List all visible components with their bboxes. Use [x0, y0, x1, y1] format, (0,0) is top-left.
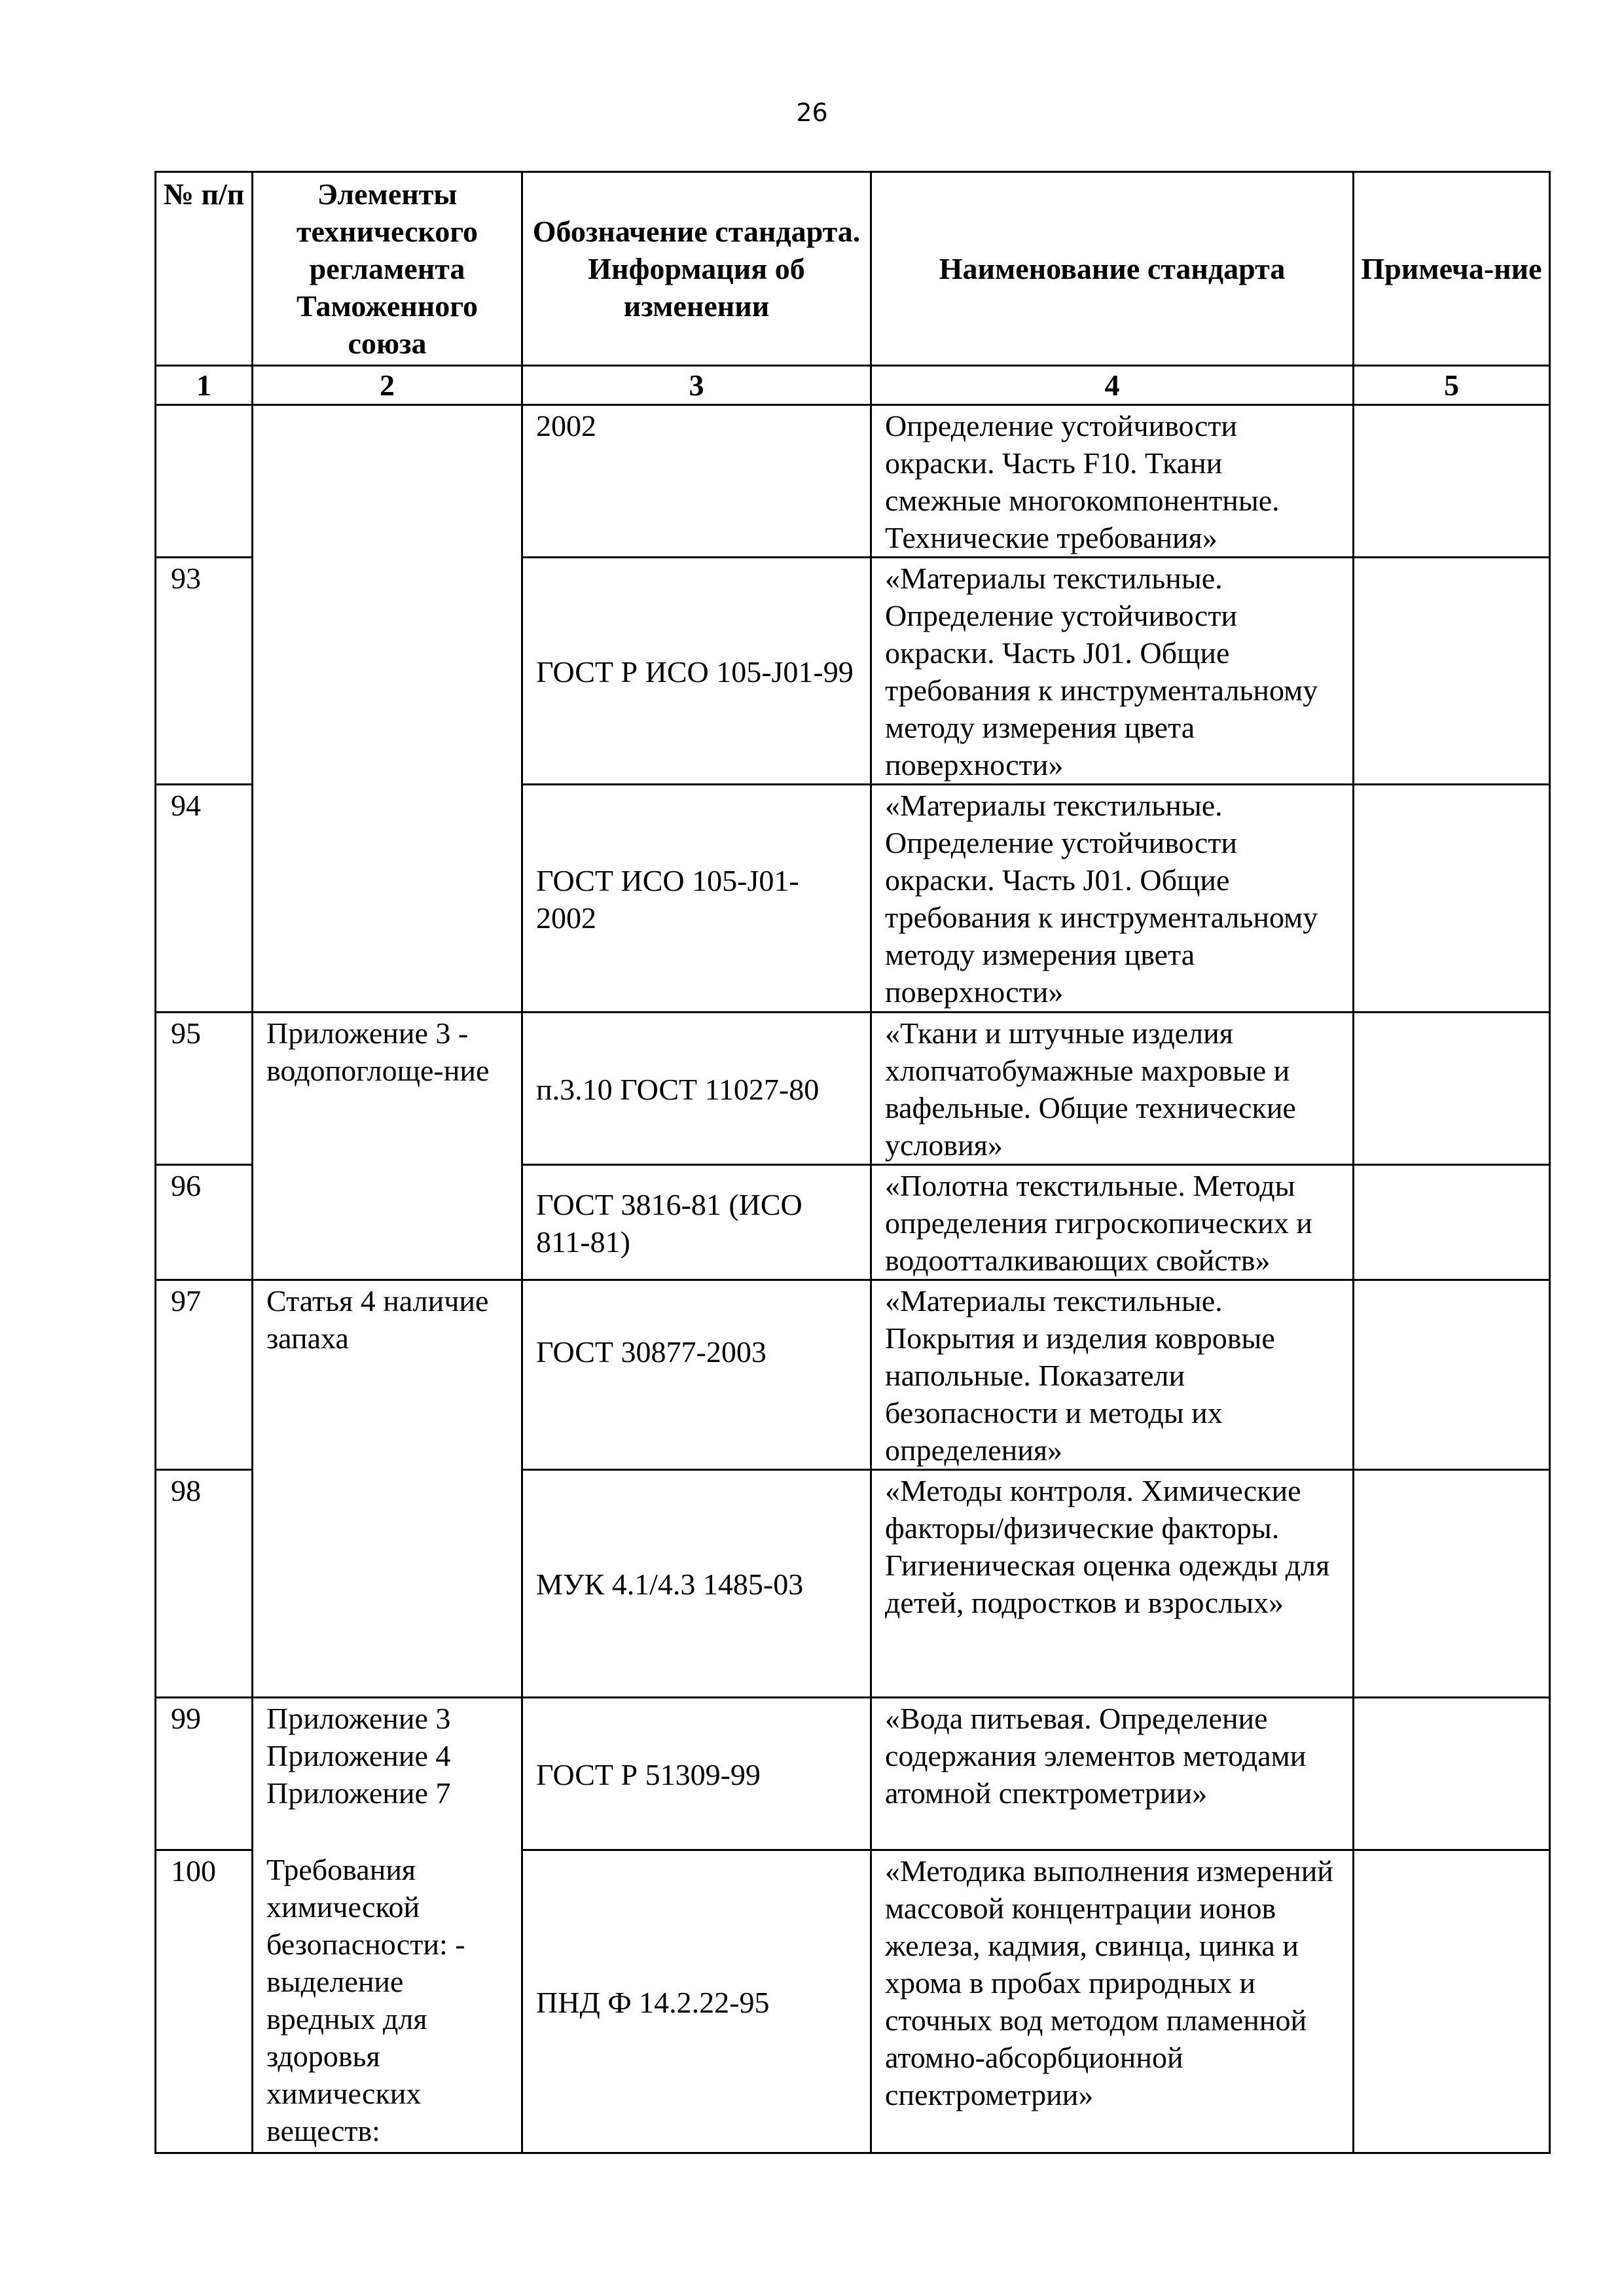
element-cell	[253, 405, 522, 1013]
row-number: 96	[156, 1165, 253, 1280]
column-number: 1	[156, 366, 253, 405]
note-cell	[1354, 1470, 1550, 1698]
standard-name-cell: «Ткани и штучные изделия хлопчатобумажные махровые и вафельные. Общие технические условия»	[871, 1013, 1354, 1165]
column-numbers-row	[156, 366, 1550, 405]
standard-name-cell: «Методы контроля. Химические факторы/физические факторы. Гигиеническая оценка одежды для детей, подростков и взрослых»	[871, 1470, 1354, 1698]
row-number: 100	[156, 1850, 253, 2153]
row-number: 94	[156, 785, 253, 1013]
row-number: 93	[156, 558, 253, 785]
standard-name-cell: «Материалы текстильные. Определение устойчивости окраски. Часть J01. Общие требования к инструментальному методу измерения цвета поверхности»	[871, 558, 1354, 785]
note-cell	[1354, 785, 1550, 1013]
row-number: 95	[156, 1013, 253, 1165]
column-number: 5	[1354, 366, 1550, 405]
note-cell	[1354, 1013, 1550, 1165]
element-text: Требования химической безопасности: - выделение вредных для здоровья химических веществ:	[266, 1853, 465, 2147]
row-number: 97	[156, 1280, 253, 1470]
designation-cell: ГОСТ 3816-81 (ИСО 811-81)	[522, 1165, 871, 1280]
table-row	[156, 1698, 1550, 1850]
table-row	[156, 1280, 1550, 1470]
note-cell	[1354, 558, 1550, 785]
note-cell	[1354, 1850, 1550, 2153]
designation-cell: ГОСТ Р ИСО 105-J01-99	[522, 558, 871, 785]
standard-name-cell: Определение устойчивости окраски. Часть F10. Ткани смежные многокомпонентные. Технические требования»	[871, 405, 1354, 558]
header-name: Наименование стандарта	[871, 172, 1354, 366]
standards-table	[154, 171, 1551, 2154]
note-cell	[1354, 1280, 1550, 1470]
designation-cell: п.3.10 ГОСТ 11027-80	[522, 1013, 871, 1165]
standard-name-cell: «Материалы текстильные. Определение устойчивости окраски. Часть J01. Общие требования к инструментальному методу измерения цвета поверхности»	[871, 785, 1354, 1013]
element-cell: Приложение 3 - водопоглоще-ние	[253, 1013, 522, 1280]
header-row	[156, 172, 1550, 366]
standard-name-cell: «Вода питьевая. Определение содержания элементов методами атомной спектрометрии»	[871, 1698, 1354, 1850]
element-cell: Статья 4 наличие запаха	[253, 1280, 522, 1698]
page-number: 26	[796, 98, 828, 127]
note-cell	[1354, 1165, 1550, 1280]
note-cell	[1354, 1698, 1550, 1850]
header-note: Примеча-ние	[1354, 172, 1550, 366]
designation-cell: ГОСТ Р 51309-99	[522, 1698, 871, 1850]
column-number: 2	[253, 366, 522, 405]
header-element: Элементы технического регламента Таможенного союза	[253, 172, 522, 366]
header-num: № п/п	[156, 172, 253, 366]
table-row	[156, 405, 1550, 558]
note-cell	[1354, 405, 1550, 558]
element-text: Приложение 3 Приложение 4 Приложение 7	[266, 1702, 451, 1810]
standard-name-cell: «Материалы текстильные. Покрытия и изделия ковровые напольные. Показатели безопасности и методы их определения»	[871, 1280, 1354, 1470]
column-number: 4	[871, 366, 1354, 405]
designation-cell: ГОСТ ИСО 105-J01-2002	[522, 785, 871, 1013]
header-designation: Обозначение стандарта. Информация об изменении	[522, 172, 871, 366]
row-number	[156, 405, 253, 558]
designation-cell: МУК 4.1/4.3 1485-03	[522, 1470, 871, 1698]
row-number: 99	[156, 1698, 253, 1850]
standard-name-cell: «Методика выполнения измерений массовой концентрации ионов железа, кадмия, свинца, цинка и хрома в пробах природных и сточных вод методом пламенной атомно-абсорбционной спектрометрии»	[871, 1850, 1354, 2153]
row-number: 98	[156, 1470, 253, 1698]
table-row	[156, 1013, 1550, 1165]
element-cell	[253, 1698, 522, 2153]
standard-name-cell: «Полотна текстильные. Методы определения гигроскопических и водоотталкивающих свойств»	[871, 1165, 1354, 1280]
designation-cell: ГОСТ 30877-2003	[522, 1280, 871, 1470]
column-number: 3	[522, 366, 871, 405]
designation-cell: 2002	[522, 405, 871, 558]
designation-cell: ПНД Ф 14.2.22-95	[522, 1850, 871, 2153]
